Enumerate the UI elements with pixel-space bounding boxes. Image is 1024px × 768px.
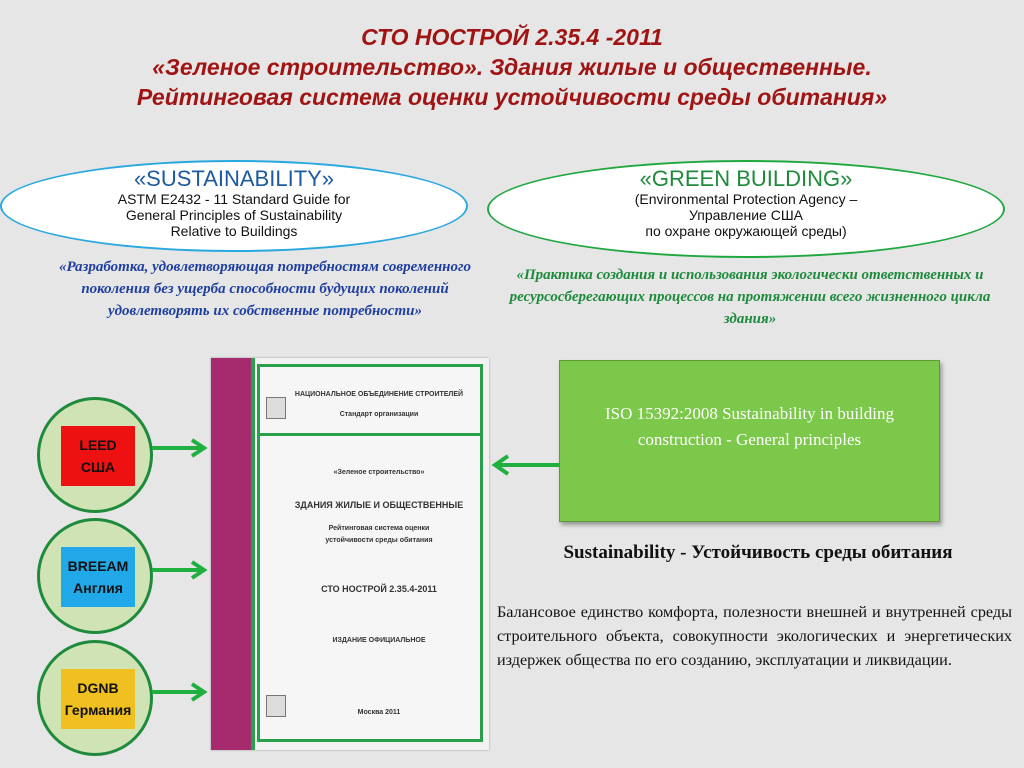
book-place: Москва 2011 bbox=[357, 709, 401, 716]
green-building-quote: «Практика создания и использования экологически ответственных и ресурсосберегающих процессов на протяжении всего жизненного цикла здания» bbox=[509, 267, 991, 327]
slide-title bbox=[0, 22, 1024, 112]
title-line-2: «Зеленое строительство». Здания жилые и общественные. bbox=[152, 54, 872, 80]
book-emblem-icon bbox=[266, 695, 286, 717]
arrow-right-icon bbox=[152, 682, 210, 702]
dgnb-badge bbox=[37, 640, 153, 756]
book-code: СТО НОСТРОЙ 2.35.4-2011 bbox=[321, 584, 437, 594]
arrow-left-icon bbox=[490, 453, 560, 477]
leed-badge-name: LEED bbox=[79, 437, 117, 453]
iso-standard-box: ISO 15392:2008 Sustainability in building construction - General principles bbox=[559, 360, 940, 522]
sustainability-line-3: Relative to Buildings bbox=[170, 223, 298, 239]
book-org: НАЦИОНАЛЬНОЕ ОБЪЕДИНЕНИЕ СТРОИТЕЛЕЙ bbox=[294, 391, 464, 398]
standard-book-cover bbox=[211, 358, 489, 750]
definition-title: Sustainability - Устойчивость среды обитания bbox=[563, 542, 953, 563]
dgnb-badge-country: Германия bbox=[64, 702, 132, 718]
sustainability-line-2: General Principles of Sustainability bbox=[125, 207, 343, 223]
sustainability-line-1: ASTM E2432 - 11 Standard Guide for bbox=[117, 191, 351, 207]
book-subtitle-2: устойчивости среды обитания bbox=[325, 537, 433, 544]
title-line-3: Рейтинговая система оценки устойчивости среды обитания» bbox=[136, 84, 888, 110]
leed-badge-country: США bbox=[80, 459, 116, 475]
book-series: «Зеленое строительство» bbox=[333, 469, 425, 476]
breeam-badge bbox=[37, 518, 153, 634]
book-divider bbox=[260, 433, 480, 436]
leed-badge-square bbox=[61, 426, 135, 486]
dgnb-badge-square bbox=[61, 669, 135, 729]
arrow-right-icon bbox=[152, 438, 210, 458]
sustainability-ellipse bbox=[0, 160, 468, 252]
book-type: Стандарт организации bbox=[339, 411, 419, 418]
sustainability-title: «SUSTAINABILITY» bbox=[133, 166, 335, 191]
book-frame bbox=[257, 364, 483, 742]
breeam-badge-square bbox=[61, 547, 135, 607]
book-title: ЗДАНИЯ ЖИЛЫЕ И ОБЩЕСТВЕННЫЕ bbox=[294, 500, 464, 510]
book-spine bbox=[211, 358, 251, 750]
leed-badge bbox=[37, 397, 153, 513]
green-building-line-3: по охране окружающей среды) bbox=[645, 223, 847, 239]
definition-body: Балансовое единство комфорта, полезности внешней и внутренней среды строительного объекта, совокупности экологических и энергетических издержек общества по его созданию, эксплуатации и ликвидации. bbox=[497, 603, 1012, 669]
green-building-title: «GREEN BUILDING» bbox=[639, 166, 853, 191]
book-subtitle-1: Рейтинговая система оценки bbox=[328, 525, 430, 532]
green-building-ellipse bbox=[487, 160, 1005, 258]
green-building-line-2: Управление США bbox=[689, 207, 803, 223]
book-edition: ИЗДАНИЕ ОФИЦИАЛЬНОЕ bbox=[332, 637, 426, 644]
arrow-right-icon bbox=[152, 560, 210, 580]
book-logo-icon bbox=[266, 397, 286, 419]
dgnb-badge-name: DGNB bbox=[77, 680, 119, 696]
sustainability-quote: «Разработка, удовлетворяющая потребностям современного поколения без ущерба способности будущих поколений удовлетворять их собственные потребности» bbox=[58, 259, 472, 319]
title-line-1: СТО НОСТРОЙ 2.35.4 -2011 bbox=[361, 24, 663, 50]
green-building-line-1: (Environmental Protection Agency – bbox=[634, 191, 858, 207]
breeam-badge-name: BREEAM bbox=[67, 558, 129, 574]
book-spine-edge bbox=[251, 358, 255, 750]
breeam-badge-country: Англия bbox=[73, 580, 123, 596]
